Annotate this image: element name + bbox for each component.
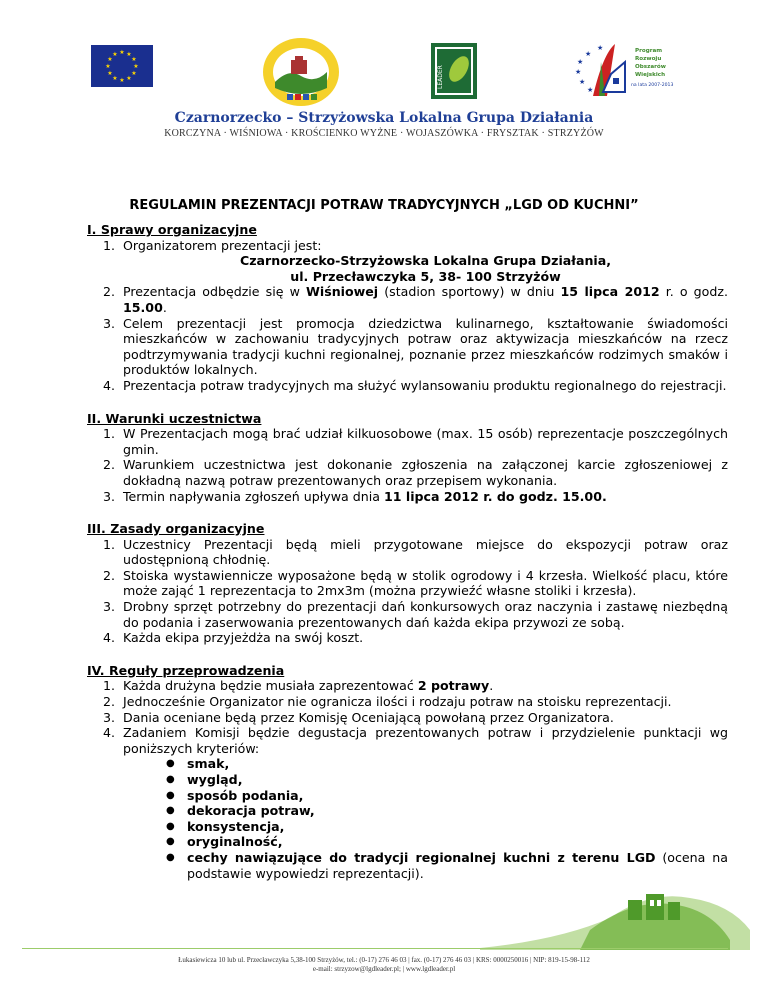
criterion: ● smak, <box>183 756 728 772</box>
svg-text:★: ★ <box>131 56 137 63</box>
org-towns: KORCZYNA · WIŚNIOWA · KROŚCIENKO WYŻNE · WOJASZÓWKA · FRYSZTAK · STRZYŻÓW <box>164 128 604 139</box>
regulations-body <box>87 222 728 898</box>
criterion: ● cechy nawiązujące do tradycji regionalnej kuchni z terenu LGD (ocena na podstawie wypowiedzi reprezentacji). <box>183 850 728 881</box>
list-item: 2. Stoiska wystawiennicze wyposażone będą w stolik ogrodowy i 4 krzesła. Wielkość placu, które może zająć 1 reprezentacja to 2mx3m (można przywieźć własne stoliki i krzesła). <box>119 568 728 599</box>
svg-text:★: ★ <box>112 51 118 58</box>
svg-text:★: ★ <box>585 50 592 58</box>
svg-text:★: ★ <box>107 56 113 63</box>
list-item <box>119 238 728 285</box>
list-item: 2. Warunkiem uczestnictwa jest dokonanie zgłoszenia na załączonej karcie zgłoszeniowej z dokładną nazwą potraw prezentowanych oraz przepisem wykonania. <box>119 457 728 488</box>
footer <box>0 956 768 974</box>
castle-hill-graphic <box>480 870 750 950</box>
list-item: 4. Zadaniem Komisji będzie degustacja prezentowanych potraw i przydzielenie punktacji wg poniższych kryteriów: ● smak, ● wygląd, ● sposób podania, ● dekoracja potraw, ● konsystencja, ● oryginalność, ● cechy nawiązujące do tradycji regionalnej kuchni z terenu LGD (ocena na podstawie wypowiedzi reprezentacji). <box>119 725 728 881</box>
eu-flag-logo <box>91 45 153 87</box>
section-conduct <box>87 663 728 881</box>
item-text: Organizatorem prezentacji jest: <box>123 237 322 253</box>
footer-divider <box>22 948 728 949</box>
prow-text-4: Wiejskich <box>635 72 666 78</box>
list-item: 4. Prezentacja potraw tradycyjnych ma służyć wylansowaniu produktu regionalnego do rejestracji. <box>119 378 728 394</box>
section-heading: III. Zasady organizacyjne <box>87 521 265 537</box>
svg-text:★: ★ <box>126 75 132 82</box>
footer-address: Łukasiewicza 10 lub ul. Przecławczyka 5,38-100 Strzyżów, tel.: (0-17) 276 46 03 | fax. (0-17) 276 46 03 | KRS: 0000250016 | NIP: 819-15-98-112 <box>178 956 590 964</box>
leader-logo <box>431 43 477 99</box>
list-item: 1. Każda drużyna będzie musiała zaprezentować 2 potrawy. <box>119 678 728 694</box>
svg-text:LEADER: LEADER <box>437 65 444 89</box>
criterion: ● oryginalność, <box>183 834 728 850</box>
svg-text:★: ★ <box>119 49 125 56</box>
svg-text:★: ★ <box>105 63 111 70</box>
list-item: 3. Termin napływania zgłoszeń upływa dnia 11 lipca 2012 r. do godz. 15.00. <box>119 489 728 505</box>
list-item: 4. Każda ekipa przyjeżdża na swój koszt. <box>119 630 728 646</box>
document-title: REGULAMIN PREZENTACJI POTRAW TRADYCYJNYCH „LGD OD KUCHNI” <box>129 198 639 213</box>
prow-logo <box>563 34 683 106</box>
svg-text:★: ★ <box>597 44 604 52</box>
svg-text:★: ★ <box>107 70 113 77</box>
section-heading: II. Warunki uczestnictwa <box>87 410 262 426</box>
svg-text:★: ★ <box>119 77 125 84</box>
logo-bar <box>0 30 768 110</box>
section-rules <box>87 521 728 646</box>
svg-text:★: ★ <box>579 78 586 86</box>
section-heading: I. Sprawy organizacyjne <box>87 222 257 237</box>
criteria-list <box>123 756 728 881</box>
section-heading: IV. Reguły przeprowadzenia <box>87 662 285 678</box>
list-item: 1. Uczestnicy Prezentacji będą mieli przygotowane miejsce do ekspozycji potraw oraz udostępnioną chłodnię. <box>119 537 728 568</box>
svg-text:★: ★ <box>575 68 582 76</box>
list-item: 3. Celem prezentacji jest promocja dziedzictwa kulinarnego, kształtowanie świadomości mieszkańców w zachowaniu tradycyjnych potraw oraz aktywizacja mieszkańców na rzecz podtrzymywania tradycji kuchni regionalnej, poznanie przez mieszkańców rodzimych smaków i produktów lokalnych. <box>119 316 728 378</box>
lgd-round-logo <box>259 34 343 110</box>
prow-text-5: na lata 2007-2013 <box>631 83 674 88</box>
list-item: 2. Prezentacja odbędzie się w Wiśniowej (stadion sportowy) w dniu 15 lipca 2012 r. o godz. 15.00. <box>119 284 728 315</box>
svg-text:★: ★ <box>112 75 118 82</box>
footer-contact: e-mail: strzyzow@lgdleader.pl; | www.lgdleader.pl <box>312 965 456 973</box>
svg-text:★: ★ <box>133 63 139 70</box>
section-organizational <box>87 222 728 394</box>
list-item: 3. Dania oceniane będą przez Komisję Oceniającą powołaną przez Organizatora. <box>119 710 728 726</box>
org-name: Czarnorzecko – Strzyżowska Lokalna Grupa Działania <box>174 110 594 126</box>
prow-text-3: Obszarów <box>635 64 666 70</box>
list-item: 1. W Prezentacjach mogą brać udział kilkuosobowe (max. 15 osób) reprezentacje poszczególnych gmin. <box>119 426 728 457</box>
organizer-address: ul. Przecławczyka 5, 38- 100 Strzyżów <box>290 268 561 284</box>
criterion: ● wygląd, <box>183 772 728 788</box>
list-item: 3. Drobny sprzęt potrzebny do prezentacji dań konkursowych oraz naczynia i zastawę niezbędną do podania i zaserwowania prezentowanych dań każda ekipa przywozi ze sobą. <box>119 599 728 630</box>
organizer-name: Czarnorzecko-Strzyżowska Lokalna Grupa Działania, <box>239 253 612 269</box>
prow-text-1: Program <box>635 48 663 54</box>
criterion: ● dekoracja potraw, <box>183 803 728 819</box>
criterion: ● konsystencja, <box>183 819 728 835</box>
section-participation <box>87 411 728 505</box>
svg-text:★: ★ <box>126 51 132 58</box>
criterion: ● sposób podania, <box>183 788 728 804</box>
prow-text-2: Rozwoju <box>635 56 662 62</box>
svg-text:★: ★ <box>131 70 137 77</box>
svg-text:★: ★ <box>577 58 584 66</box>
list-item: 2. Jednocześnie Organizator nie ogranicza ilości i rodzaju potraw na stoisku reprezentacji. <box>119 694 728 710</box>
svg-text:★: ★ <box>587 86 594 94</box>
